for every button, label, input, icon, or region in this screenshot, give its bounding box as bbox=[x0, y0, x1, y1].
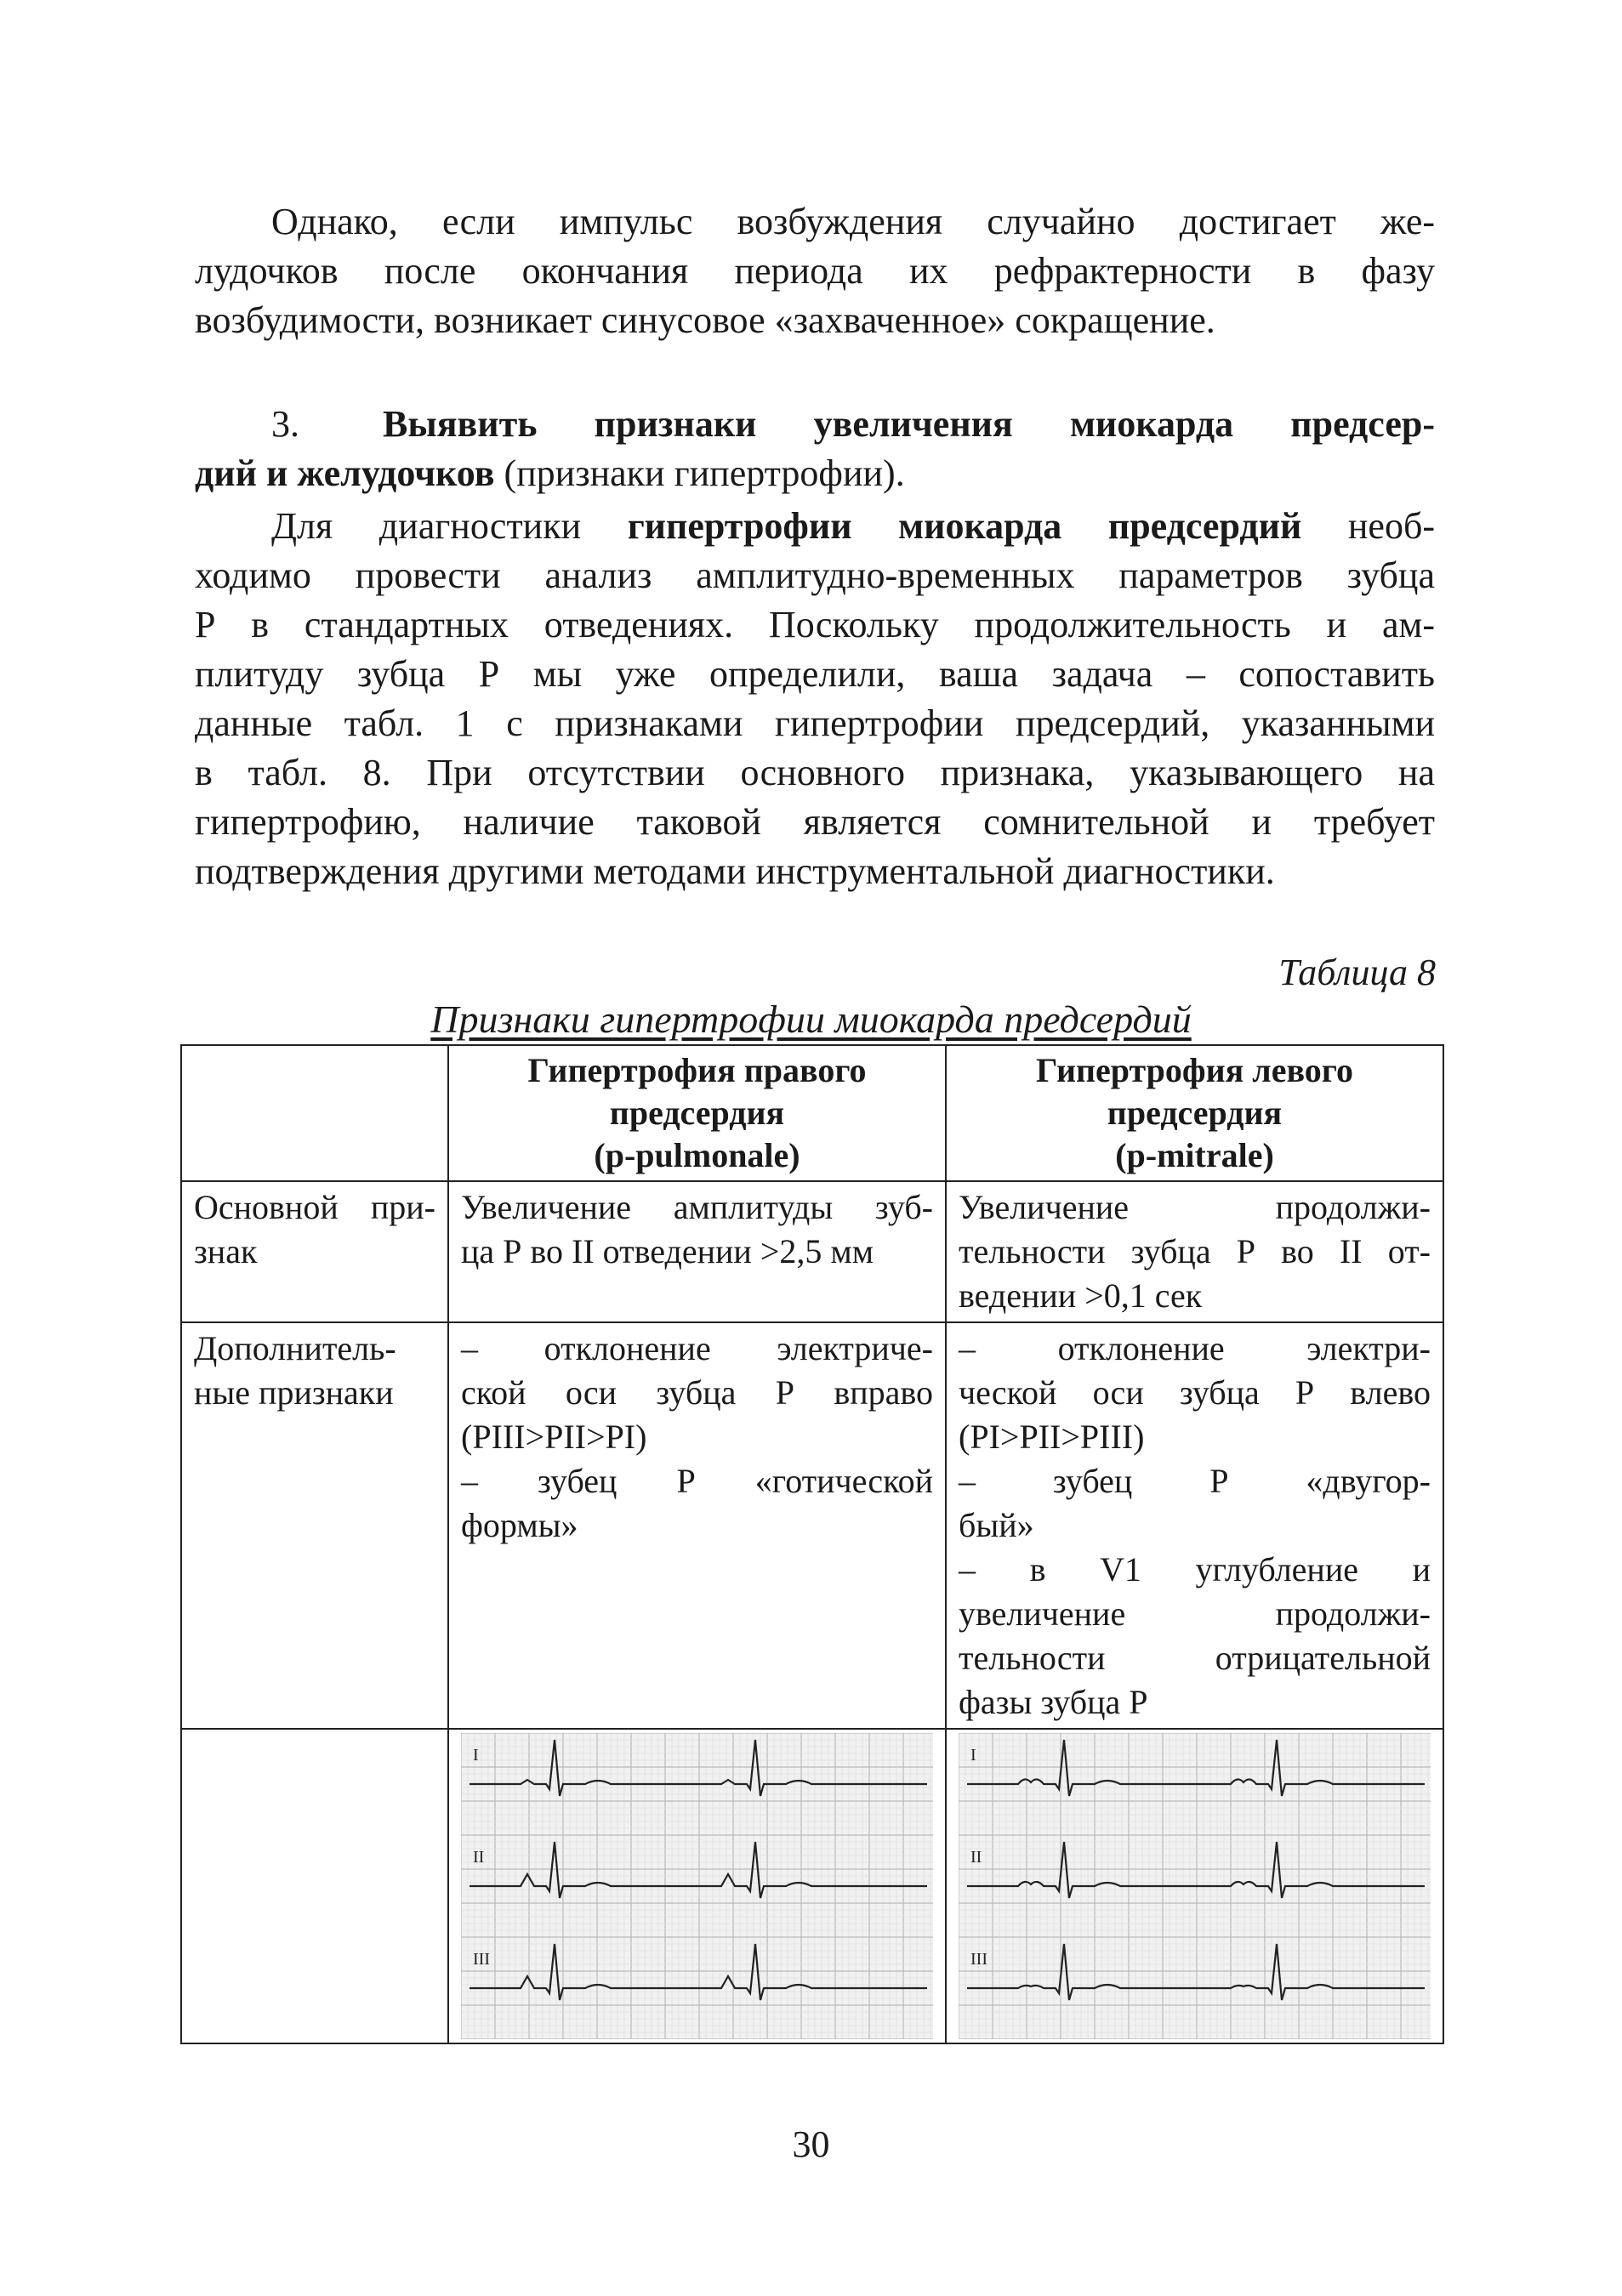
table-label: Таблица 8 bbox=[1278, 952, 1436, 993]
text-line: данные табл. 1 с признаками гипертрофии предсердий, указанными bbox=[195, 702, 1435, 744]
table-header-row bbox=[181, 1045, 1443, 1181]
text-span: необ- bbox=[1301, 505, 1435, 547]
cell-line: ческой оси зубца Р влево bbox=[959, 1373, 1431, 1412]
hypertrophy-table bbox=[180, 1044, 1444, 2044]
cell-line: формы» bbox=[461, 1506, 578, 1544]
cell-line: – в V1 углубление и bbox=[959, 1550, 1431, 1588]
cell-line: – отклонение электриче- bbox=[461, 1329, 933, 1367]
header-right-atrium bbox=[448, 1045, 946, 1181]
cell-line: Увеличение амплитуды зуб- bbox=[461, 1188, 933, 1226]
table-title-text: Признаки гипертрофии миокарда предсердий bbox=[430, 997, 1192, 1041]
cell-right-main bbox=[448, 1181, 946, 1322]
text-line: плитуду зубца Р мы уже определили, ваша задача – сопоставить bbox=[195, 653, 1435, 695]
cell-line: бый» bbox=[959, 1506, 1034, 1544]
header-line: (p-mitrale) bbox=[1115, 1136, 1274, 1174]
heading-line bbox=[195, 400, 1435, 449]
header-line: Гипертрофия левого bbox=[1036, 1051, 1353, 1089]
heading-bold: дий и желудочков bbox=[195, 452, 495, 494]
cell-line: ской оси зубца Р вправо bbox=[461, 1373, 933, 1412]
row-label-extra bbox=[181, 1322, 448, 1729]
text-line: в табл. 8. При отсутствии основного признака, указывающего на bbox=[195, 752, 1435, 793]
ecg-p-pulmonale-image bbox=[461, 1733, 933, 2039]
cell-line: фазы зубца Р bbox=[959, 1683, 1148, 1721]
text-line: Р в стандартных отведениях. Поскольку продолжительность и ам- bbox=[195, 604, 1435, 645]
cell-line: увеличение продолжи- bbox=[959, 1594, 1431, 1633]
ecg-lead-label: III bbox=[970, 1950, 987, 1969]
table-cell-empty bbox=[181, 1729, 448, 2043]
cell-line: ца Р во II отведении >2,5 мм bbox=[461, 1232, 874, 1270]
ecg-lead-label: II bbox=[473, 1848, 485, 1867]
table-row bbox=[181, 1181, 1443, 1322]
table-row bbox=[181, 1322, 1443, 1729]
cell-line: Увеличение продолжи- bbox=[959, 1188, 1431, 1226]
section-heading bbox=[195, 400, 1435, 498]
section-number: 3. bbox=[271, 403, 299, 445]
heading-rest: (признаки гипертрофии). bbox=[494, 452, 905, 494]
text-line: ходимо провести анализ амплитудно-временных параметров зубца bbox=[195, 554, 1435, 596]
header-line: предсердия bbox=[1107, 1094, 1283, 1132]
cell-line: ведении >0,1 сек bbox=[959, 1276, 1203, 1315]
ecg-left-cell bbox=[946, 1729, 1443, 2043]
text-line bbox=[195, 502, 1435, 551]
text-line: возбудимости, возникает синусовое «захваченное» сокращение. bbox=[195, 299, 1215, 341]
ecg-p-mitrale-image bbox=[959, 1733, 1431, 2039]
text-line: Однако, если импульс возбуждения случайно достигает же- bbox=[271, 201, 1435, 242]
cell-right-extra bbox=[448, 1322, 946, 1729]
ecg-lead-label: III bbox=[473, 1950, 490, 1969]
header-line: предсердия bbox=[609, 1094, 785, 1132]
table-title bbox=[0, 997, 1622, 1042]
cell-line: (PI>PII>PIII) bbox=[959, 1418, 1145, 1456]
row-label-main bbox=[181, 1181, 448, 1322]
header-left-atrium bbox=[946, 1045, 1443, 1181]
cell-line: ные признаки bbox=[194, 1373, 394, 1412]
text-line: подтверждения другими методами инструментальной диагностики. bbox=[195, 850, 1275, 892]
page-number: 30 bbox=[792, 2123, 830, 2165]
cell-line: – зубец Р «двугор- bbox=[959, 1462, 1431, 1500]
ecg-lead-label: I bbox=[473, 1746, 479, 1765]
table-cell-empty bbox=[181, 1045, 448, 1181]
heading-line bbox=[195, 449, 1435, 498]
intro-paragraph bbox=[195, 197, 1435, 345]
ecg-right-cell bbox=[448, 1729, 946, 2043]
text-bold: гипертрофии миокарда предсердий bbox=[627, 505, 1302, 547]
cell-left-main bbox=[946, 1181, 1443, 1322]
cell-line: (PIII>PII>PI) bbox=[461, 1418, 647, 1456]
text-line: гипертрофию, наличие таковой является сомнительной и требует bbox=[195, 801, 1435, 843]
cell-left-extra bbox=[946, 1322, 1443, 1729]
body-paragraph bbox=[195, 502, 1435, 896]
ecg-lead-label: I bbox=[970, 1746, 976, 1765]
ecg-lead-label: II bbox=[970, 1848, 982, 1867]
cell-line: – отклонение электри- bbox=[959, 1329, 1431, 1367]
cell-line: знак bbox=[194, 1232, 258, 1270]
header-line: Гипертрофия правого bbox=[527, 1051, 867, 1089]
cell-line: – зубец Р «готической bbox=[461, 1462, 933, 1500]
heading-bold: Выявить признаки увеличения миокарда предсер- bbox=[383, 403, 1435, 445]
cell-line: Дополнитель- bbox=[194, 1329, 396, 1367]
text-span: Для диагностики bbox=[271, 505, 628, 547]
cell-line: тельности отрицательной bbox=[959, 1639, 1431, 1677]
header-line: (p-pulmonale) bbox=[594, 1136, 800, 1174]
table-row-ecg bbox=[181, 1729, 1443, 2043]
cell-line: Основной при- bbox=[194, 1188, 435, 1226]
cell-line: тельности зубца Р во II от- bbox=[959, 1232, 1431, 1270]
text-line: лудочков после окончания периода их рефрактерности в фазу bbox=[195, 250, 1435, 292]
